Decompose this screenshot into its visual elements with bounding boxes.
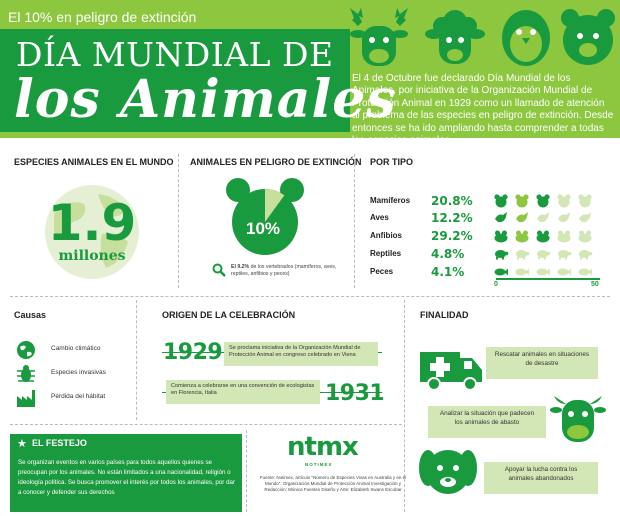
cause-label: Pérdida del hábitat bbox=[51, 393, 106, 400]
endangered-note-bold: El 9.2% bbox=[231, 264, 250, 270]
by-type-label: Peces bbox=[370, 267, 394, 276]
turtle-icon bbox=[515, 247, 530, 261]
by-type-label: Reptiles bbox=[370, 249, 402, 258]
purpose-title: FINALIDAD bbox=[420, 310, 469, 320]
bear-icon bbox=[578, 194, 593, 208]
endangered-percent: 10% bbox=[245, 219, 281, 238]
fish-icon bbox=[536, 265, 551, 279]
title-box bbox=[0, 29, 397, 132]
origin-year: 1929 bbox=[163, 340, 223, 365]
page-title: DÍA MUNDIAL DE bbox=[16, 35, 334, 74]
header-kicker: El 10% en peligro de extinción bbox=[8, 9, 197, 25]
divider bbox=[178, 154, 179, 288]
ambulance-icon bbox=[420, 344, 484, 392]
by-type-label: Mamíferos bbox=[370, 196, 411, 205]
by-type-label: Anfibios bbox=[370, 231, 402, 240]
header-description: El 4 de Octubre fue declarado Día Mundial de los Animales, por iniciativa de la Organización Mundial de Protección Animal en 1929 como un llamado de atención al problema de las especies en peligro de extinción. Desde entonces se ha ido ampliando hasta comprender a todas las especies animales bbox=[352, 73, 614, 147]
bear-icon bbox=[560, 4, 616, 70]
fish-icon bbox=[557, 265, 572, 279]
divider bbox=[246, 430, 247, 512]
origin-title: ORIGEN DE LA CELEBRACIÓN bbox=[162, 310, 296, 320]
by-type-row bbox=[370, 194, 610, 208]
frog-icon bbox=[578, 229, 593, 243]
bear-icon bbox=[494, 194, 509, 208]
bear-icon bbox=[515, 194, 530, 208]
page-title-script: los Animales bbox=[14, 69, 397, 130]
species-unit: millones bbox=[58, 248, 126, 264]
turtle-icon bbox=[557, 247, 572, 261]
by-type-percent: 4.8% bbox=[431, 247, 465, 261]
origin-year: 1931 bbox=[325, 381, 385, 406]
bird-icon bbox=[557, 211, 572, 225]
scale-axis bbox=[496, 278, 600, 280]
brand-logo: ntmx bbox=[287, 432, 358, 462]
purpose-item: Rescatar animales en situaciones de desastre bbox=[486, 347, 598, 379]
by-type-row bbox=[370, 211, 610, 225]
scale-max: 50 bbox=[591, 281, 599, 288]
divider bbox=[10, 296, 610, 297]
bear-icon bbox=[536, 194, 551, 208]
frog-icon bbox=[494, 229, 509, 243]
moose-icon bbox=[344, 4, 414, 70]
purpose-item: Analizar la situación que padecen los animales de abasto bbox=[428, 406, 546, 438]
turtle-icon bbox=[578, 247, 593, 261]
cow-icon bbox=[550, 392, 606, 444]
by-type-row bbox=[370, 229, 610, 243]
fish-icon bbox=[578, 265, 593, 279]
factory-icon bbox=[16, 388, 36, 408]
magnifier-icon bbox=[212, 263, 226, 277]
turtle-icon bbox=[536, 247, 551, 261]
by-type-percent: 29.2% bbox=[431, 229, 473, 243]
endangered-note-text: de los vertebrados (mamíferos, aves, reptiles, anfibios y peces) bbox=[231, 264, 337, 277]
by-type-label: Aves bbox=[370, 213, 389, 222]
credits: Fuente: Notimex, artículo "Número de Especies Vivas en Australia y en el Mundo", Organización Mundial de Protección Animal Investigación y Redacción: Mónica Fuentes Diseño y Arte: Elizabeth Swans Escobar bbox=[259, 475, 407, 492]
frog-icon bbox=[515, 229, 530, 243]
origin-text: Se proclama iniciativa de la Organización Mundial de Protección Animal en congreso celebrado en Viena bbox=[224, 342, 378, 366]
bird-icon bbox=[515, 211, 530, 225]
endangered-title: ANIMALES EN PELIGRO DE EXTINCIÓN bbox=[190, 157, 362, 167]
scale-min: 0 bbox=[494, 281, 498, 288]
cause-label: Especies invasivas bbox=[51, 369, 106, 376]
bird-icon bbox=[536, 211, 551, 225]
by-type-row bbox=[370, 247, 610, 261]
festejo-body: Se organizan eventos en varios países para todos aquellos quienes se preocupan por los animales. No están limitados a una nacionalidad, religión o ideología política. Se busca promover el interés por todos los animales, por dar a conocer y defender sus derechos bbox=[18, 459, 236, 496]
penguin-icon bbox=[498, 4, 554, 70]
causes-title: Causas bbox=[14, 310, 47, 320]
cause-label: Cambio climático bbox=[51, 345, 101, 352]
species-title: ESPECIES ANIMALES EN EL MUNDO bbox=[14, 157, 174, 167]
divider bbox=[136, 300, 137, 420]
sheep-icon bbox=[424, 4, 486, 70]
endangered-note bbox=[231, 264, 341, 278]
by-type-percent: 4.1% bbox=[431, 265, 465, 279]
globe-icon bbox=[16, 340, 36, 360]
bird-icon bbox=[578, 211, 593, 225]
fish-icon bbox=[494, 265, 509, 279]
bear-pie-icon bbox=[224, 176, 306, 256]
frog-icon bbox=[536, 229, 551, 243]
purpose-item: Apoyar la lucha contra los animales abandonados bbox=[484, 462, 598, 494]
brand-logo-sub: NOTIMEX bbox=[305, 462, 333, 467]
by-type-percent: 20.8% bbox=[431, 194, 473, 208]
frog-icon bbox=[557, 229, 572, 243]
cause-item bbox=[14, 340, 134, 360]
bird-icon bbox=[494, 211, 509, 225]
bear-icon bbox=[557, 194, 572, 208]
cause-item bbox=[14, 388, 134, 408]
header-banner bbox=[0, 0, 620, 147]
bug-icon bbox=[16, 364, 36, 384]
by-type-title: POR TIPO bbox=[370, 157, 414, 167]
star-icon: ★ bbox=[17, 438, 27, 450]
fish-icon bbox=[515, 265, 530, 279]
by-type-percent: 12.2% bbox=[431, 211, 473, 225]
origin-text: Comienza a celebrarse en una convención de ecologistas en Florencia, Italia bbox=[166, 380, 320, 404]
divider bbox=[10, 424, 402, 425]
species-number: 1.9 bbox=[47, 194, 137, 252]
by-type-row bbox=[370, 265, 610, 279]
turtle-icon bbox=[494, 247, 509, 261]
cause-item bbox=[14, 364, 134, 384]
dog-icon bbox=[418, 444, 478, 502]
divider bbox=[354, 154, 355, 288]
festejo-title: EL FESTEJO bbox=[32, 438, 87, 448]
